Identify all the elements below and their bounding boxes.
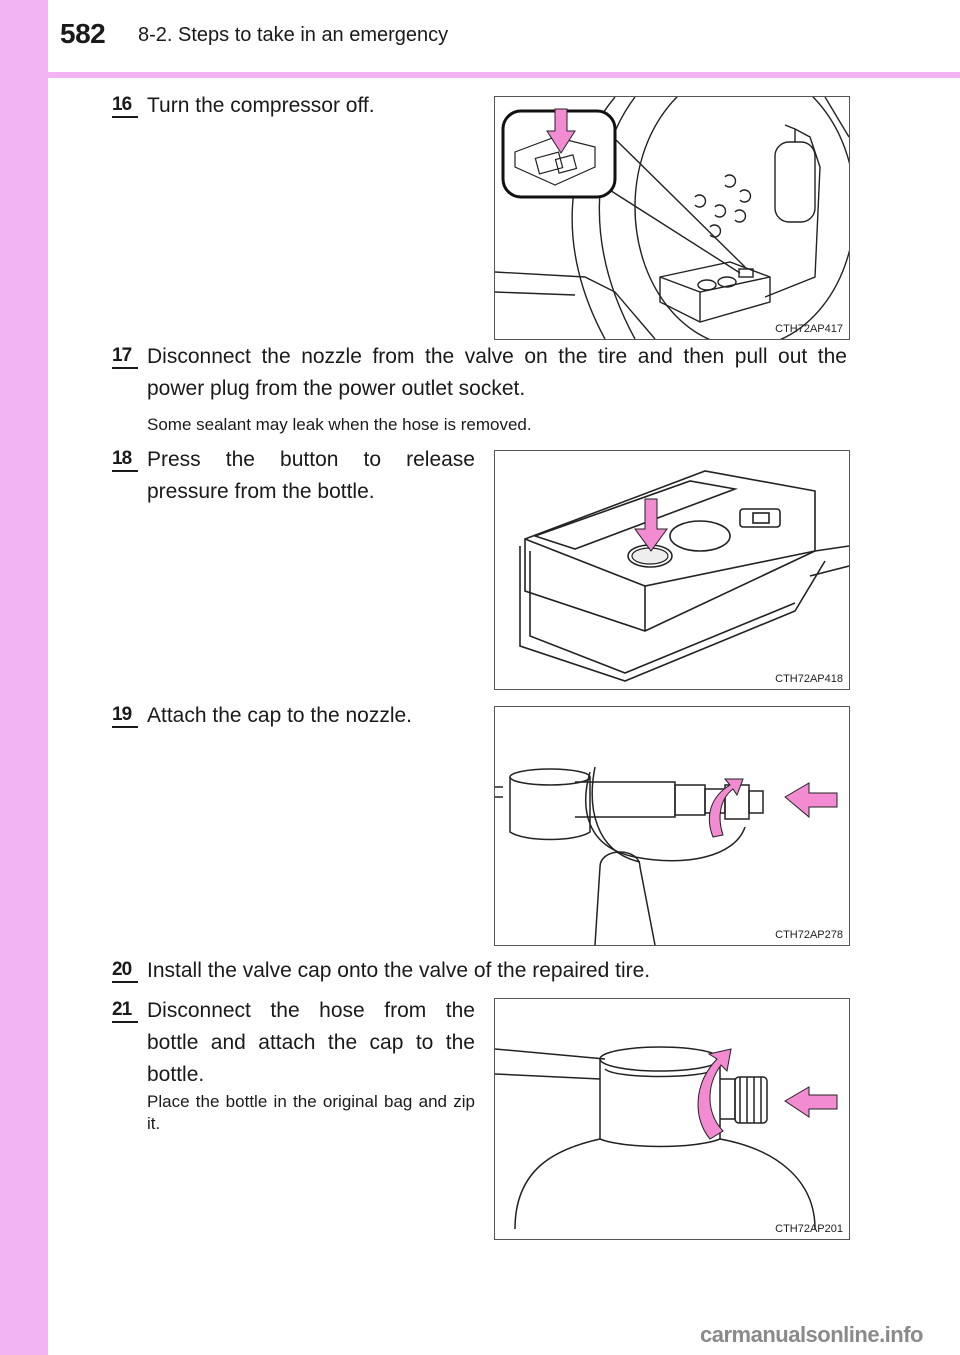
step-number-19: 19 — [112, 704, 138, 728]
figure-code: CTH72AP418 — [775, 673, 843, 685]
step-text-19: Attach the cap to the nozzle. — [147, 704, 413, 727]
header-rule — [48, 72, 960, 78]
step-number-20: 20 — [112, 959, 138, 983]
step-number-16: 16 — [112, 94, 138, 118]
step-number-21: 21 — [112, 999, 138, 1023]
step-text-20: Install the valve cap onto the valve of the repaired tire. — [147, 959, 651, 982]
step-number-17: 17 — [112, 345, 138, 369]
figure-bottle-cap — [494, 998, 850, 1240]
figure-attach-cap — [494, 706, 850, 946]
step-number-18: 18 — [112, 448, 138, 472]
step-text-18: Press the button to release pressure from the bottle. — [147, 448, 475, 503]
figure-code: CTH72AP417 — [775, 323, 843, 335]
step-text-17: Disconnect the nozzle from the valve on the tire and then pull out the power plug from the power outlet socket. — [147, 345, 847, 400]
step-text-16: Turn the compressor off. — [147, 94, 375, 117]
figure-release-button — [494, 450, 850, 690]
page-number: 582 — [60, 18, 106, 49]
side-band — [0, 0, 48, 1355]
step-note-21: Place the bottle in the original bag and zip it. — [147, 1092, 475, 1133]
step-note-17: Some sealant may leak when the hose is removed. — [147, 415, 532, 434]
section-title: 8-2. Steps to take in an emergency — [138, 24, 449, 46]
step-text-21: Disconnect the hose from the bottle and attach the cap to the bottle. — [147, 999, 475, 1086]
figure-code: CTH72AP201 — [775, 1223, 843, 1235]
watermark: carmanualsonline.info — [700, 1322, 923, 1347]
figure-compressor-off — [494, 96, 850, 340]
figure-code: CTH72AP278 — [775, 929, 843, 941]
